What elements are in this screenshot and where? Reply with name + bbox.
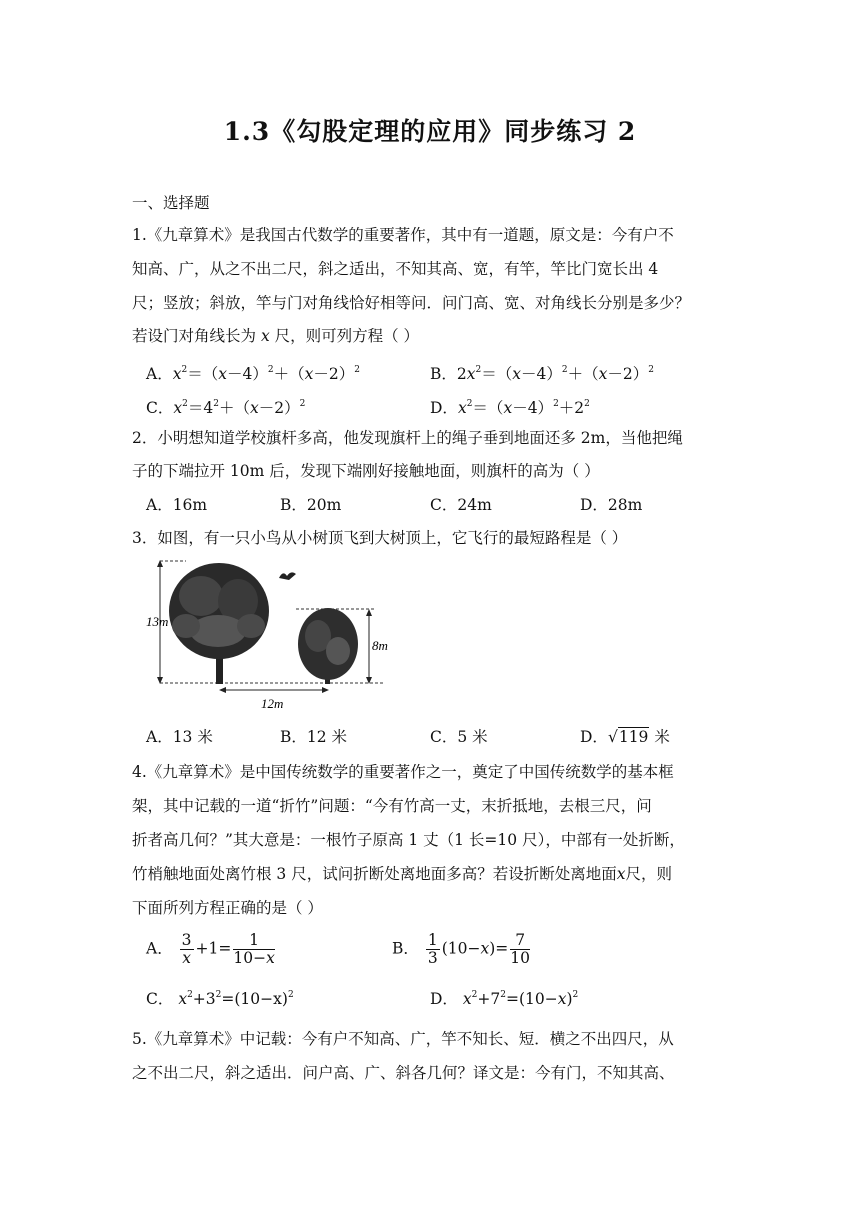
q1-line-3: 尺；竖放；斜放，竿与门对角线恰好相等问．问门高、宽、对角线长分别是多少？ (132, 294, 691, 312)
q3-option-c: C．5 米 (430, 728, 488, 746)
q2-line-1: 2．小明想知道学校旗杆多高，他发现旗杆上的绳子垂到地面还多 2m，当他把绳 (132, 429, 683, 447)
label-8m: 8m (372, 638, 388, 653)
small-tree-icon (298, 608, 358, 684)
q4-line-3: 折者高几何？”其大意是：一根竹子原高 1 丈（1 长=10 尺），中部有一处折断， (132, 831, 685, 849)
q1-option-c: C．$x^2=4^2+(x-2)^2$ (146, 399, 306, 417)
q1-line-4: 若设门对角线长为 x 尺，则可列方程（ ） (132, 327, 420, 345)
label-12m: 12m (261, 696, 284, 711)
q3-option-d: D．√119 米 (580, 728, 670, 746)
q5-line-2: 之不出二尺，斜之适出．问户高、广、斜各几何？译文是：今有门，不知其高、 (132, 1064, 675, 1082)
q3-line: 3．如图，有一只小鸟从小树顶飞到大树顶上，它飞行的最短路程是（ ） (132, 529, 628, 547)
bird-icon (279, 572, 296, 580)
q4-line-2: 架，其中记载的一道“折竹”问题：“今有竹高一丈，末折抵地，去根三尺，问 (132, 797, 652, 815)
q1-option-b: B．$2x^2=(x-4)^2+(x-2)^2$ (430, 365, 654, 383)
q1-line-1: 1.《九章算术》是我国古代数学的重要著作，其中有一道题，原文是：今有户不 (132, 226, 674, 244)
q5-line-1: 5.《九章算术》中记载：今有户不知高、广，竿不知长、短．横之不出四尺，从 (132, 1030, 674, 1048)
q4-option-a: A． $\frac{3}{x}$ +1= $\frac{1}{10-x}$ (146, 931, 275, 967)
q4-line-4: 竹梢触地面处离竹根 3 尺，试问折断处离地面多高？若设折断处离地面x尺，则 (132, 865, 672, 883)
q4-option-d: D． $x^2+7^2=(10-x)^2$ (430, 990, 579, 1008)
q2-line-2: 子的下端拉开 10m 后，发现下端刚好接触地面，则旗杆的高为（ ） (132, 462, 600, 480)
q2-option-b: B．20m (280, 496, 342, 514)
q1-option-d: D．$x^2=(x-4)^2+2^2$ (430, 399, 590, 417)
q1-line-2: 知高、广，从之不出二尺，斜之适出，不知其高、宽，有竿，竿比门宽长出 4 (132, 260, 659, 278)
q2-option-d: D．28m (580, 496, 643, 514)
page-title: 1.3《勾股定理的应用》同步练习 2 (223, 117, 637, 146)
q2-option-a: A．16m (146, 496, 208, 514)
q4-option-c: C． $x^2+3^2=(10-x)^2$ (146, 990, 294, 1008)
q3-option-a: A．13 米 (146, 728, 213, 746)
q4-line-5: 下面所列方程正确的是（ ） (132, 899, 323, 917)
section-heading: 一、选择题 (132, 194, 210, 212)
big-tree-icon (169, 563, 269, 684)
q4-option-b: B． $\frac{1}{3}$ (10−x)= $\frac{7}{10}$ (392, 931, 530, 967)
q3-option-b: B．12 米 (280, 728, 348, 746)
trees-figure (146, 556, 386, 714)
label-13m: 13m (146, 614, 169, 629)
q4-line-1: 4.《九章算术》是中国传统数学的重要著作之一，奠定了中国传统数学的基本框 (132, 763, 674, 781)
q2-option-c: C．24m (430, 496, 492, 514)
q1-option-a: A．$x^2=(x-4)^2+(x-2)^2$ (146, 365, 360, 383)
